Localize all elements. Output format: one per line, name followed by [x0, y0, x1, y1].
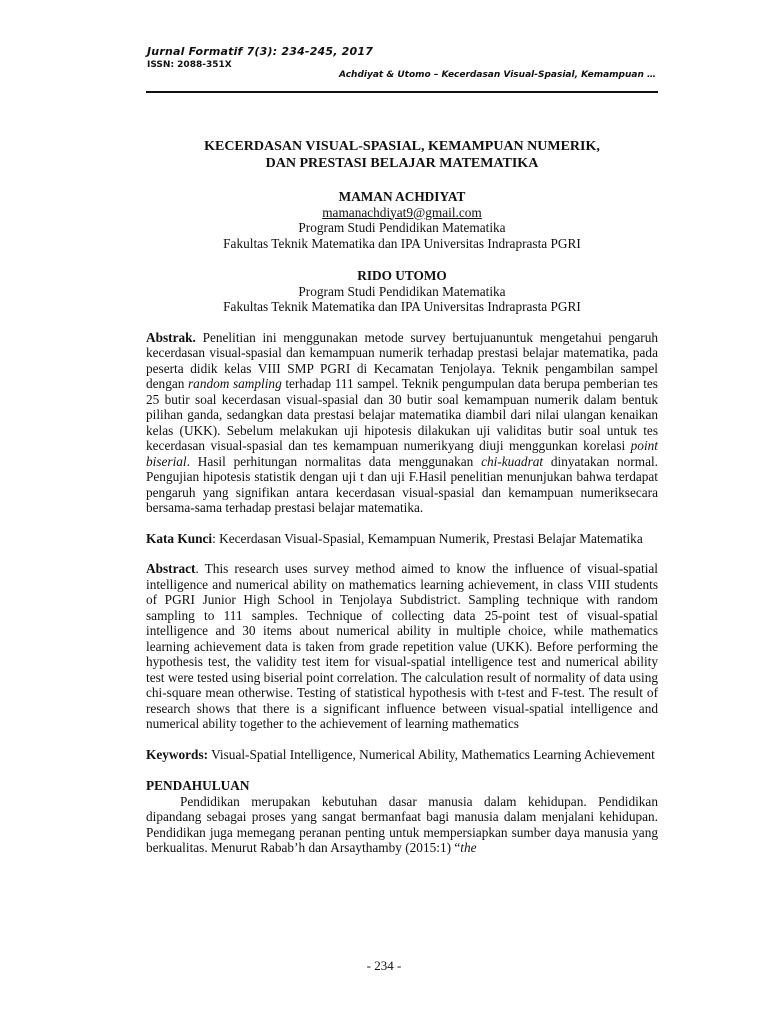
- page-number: - 234 -: [366, 958, 402, 973]
- kata-kunci-label: Kata Kunci: [146, 530, 213, 546]
- article-body: [146, 138, 658, 856]
- kata-kunci-paragraph: [146, 531, 658, 547]
- author-block-2: [146, 268, 658, 315]
- abstrak-text: dinyatakan normal. Pengujian hipotesis statistik dengan uji t dan uji F.Hasil penelitian menunjukan bahwa terdapat pengaruh yang signifikan antara kecerdasan visual-spasial dan kemampuan numeriksecara bersama-sama terhadap prestasi belajar matematika.: [146, 453, 658, 515]
- author-block-1: [146, 189, 658, 251]
- abstrak-text: Penelitian ini menggunakan metode survey bertujuanuntuk mengetahui pengaruh kecerdasan visual-spasial dan kemampuan numerik terhadap prestasi belajar matematika, pada peserta didik kelas VIII SMP PGRI di Kecamatan Tenjolaya. Teknik pengambilan sampel dengan: [146, 329, 658, 391]
- journal-citation: Jurnal Formatif 7(3): 234-245, 2017: [147, 45, 374, 58]
- abstract-paragraph: [146, 561, 658, 732]
- author-affiliation: Program Studi Pendidikan Matematika: [298, 283, 506, 299]
- keywords-text: Visual-Spatial Intelligence, Numerical Ability, Mathematics Learning Achievement: [208, 746, 655, 762]
- issn: ISSN: 2088-351X: [147, 60, 232, 70]
- abstrak-text: terhadap 111 sampel. Teknik pengumpulan data berupa pemberian tes 25 butir soal kecerdasan visual-spasial dan 30 butir soal kemampuan numerik dalam bentuk pilihan ganda, sedangkan data prestasi belajar matematika diambil dari nilai ulangan kenaikan kelas (UKK). Sebelum melakukan uji hipotesis dilakukan uji validitas butir soal untuk tes kecerdasan visual-spasial dan tes kemampuan numerikyang diuji menggunkan korelasi: [146, 376, 658, 453]
- kata-kunci-text: : Kecerdasan Visual-Spasial, Kemampuan Numerik, Prestasi Belajar Matematika: [212, 530, 643, 546]
- intro-paragraph: [146, 794, 658, 856]
- abstrak-italic: random sampling: [188, 376, 282, 391]
- abstract-text: . This research uses survey method aimed to know the influence of visual-spatial intelligence and numerical ability on mathematics learning achievement, in class VIII students of PGRI Junior High School in Tenjolaya Subdistrict. Sampling technique with random sampling to 111 samples. Technique of collecting data 25-point test of visual-spatial intelligence and 30 items about numerical ability in multiple choice, while mathematics learning achievement data is taken from grade repetition value (UKK). Before performing the hypothesis test, the validity test item for visual-spatial intelligence test and numerical ability test were tested using biserial point correlation. The calculation result of normality of data using chi-square mean otherwise. Testing of statistical hypothesis with t-test and F-test. The result of research shows that there is a significant influence between visual-spatial intelligence and numerical ability together to the achievement of learning mathematics: [146, 561, 658, 731]
- article-title: [146, 138, 658, 172]
- keywords-label: Keywords:: [146, 746, 209, 762]
- abstrak-label: Abstrak.: [146, 329, 196, 345]
- intro-italic-tail: the: [460, 840, 477, 855]
- intro-text: Pendidikan merupakan kebutuhan dasar manusia dalam kehidupan. Pendidikan dipandang sebagai proses yang sangat bermanfaat bagi manusia dalam menjalani kehidupan. Pendidikan juga memegang peranan penting untuk mempersiapkan sumber daya manusia yang berkualitas. Menurut Rabab’h dan Arsaythamby (2015:1) “: [146, 793, 658, 855]
- title-line-2: DAN PRESTASI BELAJAR MATEMATIKA: [265, 156, 539, 171]
- author-name: MAMAN ACHDIYAT: [338, 189, 466, 204]
- abstrak-italic: chi-kuadrat: [481, 453, 544, 469]
- abstract-label: Abstract: [146, 561, 196, 576]
- keywords-paragraph: [146, 747, 658, 763]
- section-heading: PENDAHULUAN: [146, 778, 250, 793]
- author-affiliation: Fakultas Teknik Matematika dan IPA Universitas Indraprasta PGRI: [223, 235, 581, 251]
- running-title: Achdiyat & Utomo – Kecerdasan Visual-Spasial, Kemampuan …: [339, 70, 656, 80]
- abstrak-text: . Hasil perhitungan normalitas data menggunakan: [186, 453, 482, 469]
- author-affiliation: Program Studi Pendidikan Matematika: [298, 220, 506, 235]
- author-affiliation: Fakultas Teknik Matematika dan IPA Universitas Indraprasta PGRI: [223, 299, 581, 314]
- author-name: RIDO UTOMO: [357, 268, 447, 283]
- abstrak-paragraph: [146, 330, 658, 516]
- abstrak-italic: point biserial: [146, 438, 658, 469]
- author-email-link[interactable]: mamanachdiyat9@gmail.com: [322, 204, 482, 220]
- header-rule: [146, 91, 658, 93]
- title-line-1: KECERDASAN VISUAL-SPASIAL, KEMAMPUAN NUMERIK,: [204, 139, 600, 154]
